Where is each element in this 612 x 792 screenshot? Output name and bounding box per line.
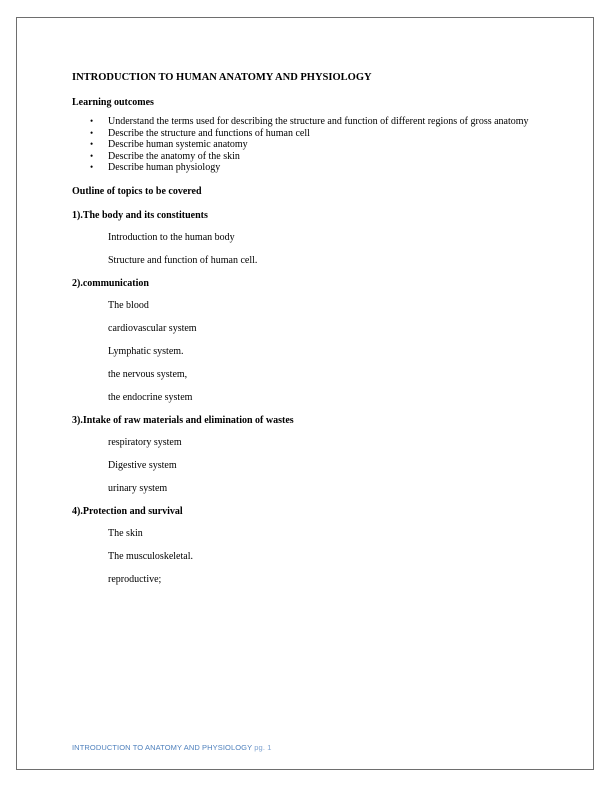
page-number: pg. 1 [254, 743, 272, 752]
list-item [72, 139, 542, 151]
section-1 [72, 209, 542, 267]
topic-item: respiratory system [108, 436, 182, 448]
topic-item: Structure and function of human cell. [108, 254, 258, 266]
topic-item: Digestive system [108, 459, 177, 471]
list-item [72, 128, 542, 140]
outcome-text: Describe the anatomy of the skin [108, 150, 240, 162]
document-body [72, 71, 542, 596]
topic-item: the endocrine system [108, 391, 193, 403]
topic-item: Lymphatic system. [108, 345, 184, 357]
topic-item: Introduction to the human body [108, 231, 235, 243]
page-footer [72, 743, 271, 752]
bullet-icon: • [90, 139, 94, 149]
outcome-text: Understand the terms used for describing the structure and function of different regions of gross anatomy [108, 116, 529, 127]
outline-heading: Outline of topics to be covered [72, 185, 202, 197]
topic-item: urinary system [108, 482, 168, 494]
outcome-text: Describe the structure and functions of human cell [108, 127, 310, 139]
list-item [72, 116, 542, 128]
footer-title: INTRODUCTION TO ANATOMY AND PHYSIOLOGY [72, 743, 253, 752]
topic-item: The skin [108, 527, 143, 539]
section-3 [72, 414, 542, 495]
bullet-icon: • [90, 162, 94, 172]
bullet-icon: • [90, 150, 94, 161]
section-heading: 2).communication [72, 277, 149, 289]
list-item [72, 151, 542, 163]
outcome-text: Describe human physiology [108, 162, 221, 173]
learning-outcomes-heading: Learning outcomes [72, 97, 154, 108]
topic-item: The musculoskeletal. [108, 550, 193, 562]
learning-outcomes-list [72, 116, 542, 174]
document-title: INTRODUCTION TO HUMAN ANATOMY AND PHYSIOLOGY [72, 72, 372, 83]
bullet-icon: • [90, 116, 94, 126]
topic-item: the nervous system, [108, 368, 188, 380]
bullet-icon: • [90, 127, 94, 138]
section-2 [72, 277, 542, 404]
topic-item: The blood [108, 299, 149, 311]
topic-item: cardiovascular system [108, 322, 197, 334]
topic-item: reproductive; [108, 573, 162, 585]
list-item [72, 162, 542, 174]
section-heading: 3).Intake of raw materials and elimination of wastes [72, 414, 294, 426]
section-4 [72, 505, 542, 586]
section-heading: 1).The body and its constituents [72, 209, 208, 221]
outcome-text: Describe human systemic anatomy [108, 139, 248, 150]
section-heading: 4).Protection and survival [72, 505, 183, 517]
